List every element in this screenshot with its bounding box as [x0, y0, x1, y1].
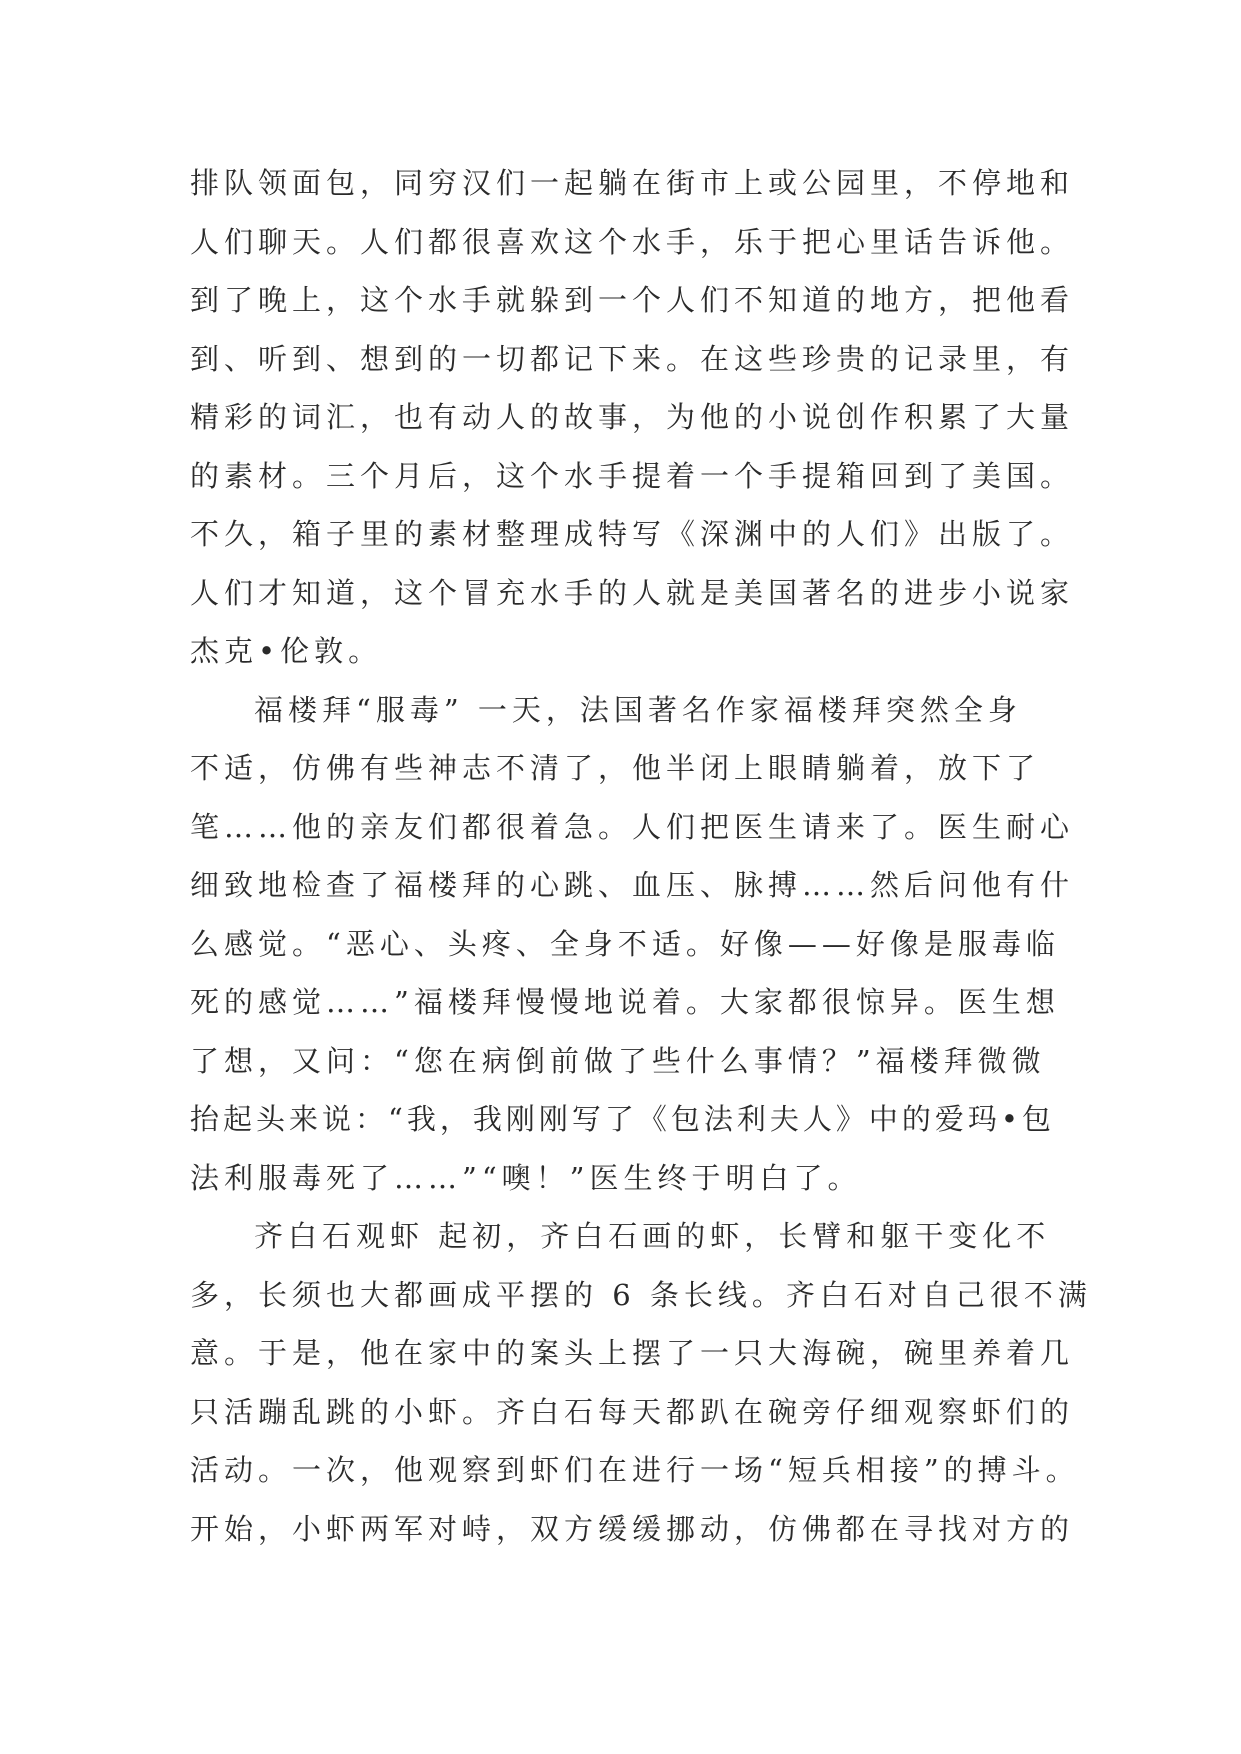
text-line: 活动。一次，他观察到虾们在进行一场“短兵相接”的搏斗。: [190, 1453, 1080, 1487]
text-line: 死的感觉……”福楼拜慢慢地说着。大家都很惊异。医生想: [190, 985, 1060, 1019]
text-line: 人们才知道，这个冒充水手的人就是美国著名的进步小说家: [190, 575, 1075, 610]
text-line: 笔……他的亲友们都很着急。人们把医生请来了。医生耐心: [190, 809, 1075, 844]
text-line: 人们聊天。人们都很喜欢这个水手，乐于把心里话告诉他。: [190, 224, 1075, 259]
text-line: 到了晚上，这个水手就躲到一个人们不知道的地方，把他看: [190, 283, 1075, 317]
text-line: 只活蹦乱跳的小虾。齐白石每天都趴在碗旁仔细观察虾们的: [190, 1394, 1075, 1429]
text-line: 法利服毒死了……”“噢！”医生终于明白了。: [190, 1160, 862, 1195]
text-line: 的素材。三个月后，这个水手提着一个手提箱回到了美国。: [190, 458, 1075, 493]
text-line: 到、听到、想到的一切都记下来。在这些珍贵的记录里，有: [190, 341, 1075, 376]
text-line: 抬起头来说：“我，我刚刚写了《包法利夫人》中的爱玛•包: [190, 1102, 1055, 1136]
text-line: 多，长须也大都画成平摆的 6 条长线。齐白石对自己很不满: [190, 1277, 1092, 1312]
text-line: 开始，小虾两军对峙，双方缓缓挪动，仿佛都在寻找对方的: [190, 1511, 1075, 1546]
text-line: 杰克•伦敦。: [190, 634, 383, 668]
body-text: [190, 154, 1092, 1558]
paragraph-start-line: 齐白石观虾 起初，齐白石画的虾，长臂和躯干变化不: [254, 1219, 1051, 1253]
text-line: 么感觉。“恶心、头疼、全身不适。好像——好像是服毒临: [190, 926, 1060, 961]
text-line: 意。于是，他在家中的案头上摆了一只大海碗，碗里养着几: [190, 1336, 1075, 1370]
text-line: 排队领面包，同穷汉们一起躺在街市上或公园里，不停地和: [190, 166, 1075, 200]
text-line: 细致地检查了福楼拜的心跳、血压、脉搏……然后问他有什: [190, 868, 1075, 902]
text-line: 不久，箱子里的素材整理成特写《深渊中的人们》出版了。: [190, 517, 1075, 551]
paragraph-start-line: 福楼拜“服毒” 一天，法国著名作家福楼拜突然全身: [254, 692, 1022, 727]
text-line: 了想，又问：“您在病倒前做了些什么事情？”福楼拜微微: [190, 1043, 1046, 1078]
text-line: 精彩的词汇，也有动人的故事，为他的小说创作积累了大量: [190, 400, 1075, 434]
text-line: 不适，仿佛有些神志不清了，他半闭上眼睛躺着，放下了: [190, 751, 1041, 785]
